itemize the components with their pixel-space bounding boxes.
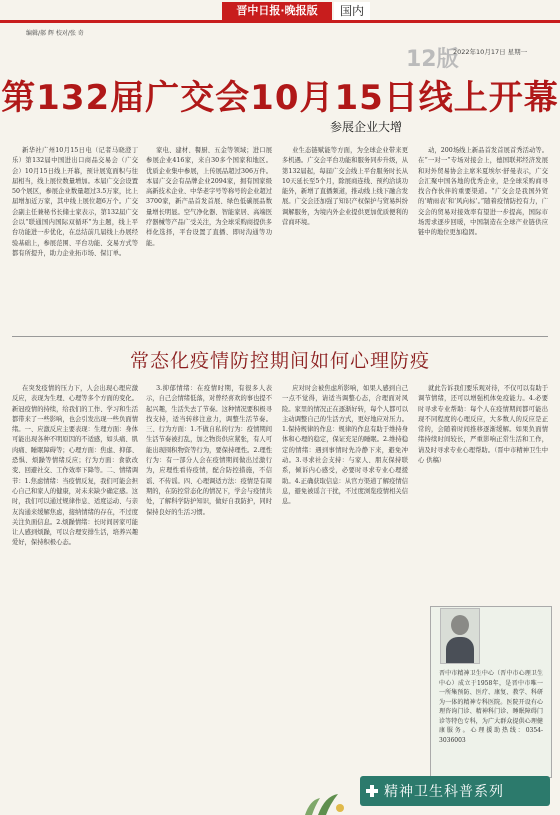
- article2-column-4: 就此告诉我们要乐观对待，不仅可以有助于调节情绪，还可以增强机体免疫能力。4.必要时寻求专业帮助：每个人在疫情期间都可能出现不同程度的心理反应，大多数人的反应是正常的，会随着时间推移逐渐缓解。如果负面情绪持续时间较长，严重影响正常生活和工作，请及时寻求专业心理帮助。（晋中市精神卫生中心 供稿）: [418, 385, 548, 465]
- article1-column-1: 新华社广州10月15日电（记者马晓澄丁乐）第132届中国进出口商品交易会（广交会）10月15日线上开幕，预计展览面积与往届相当，线上展位数量增加。本届广交会设置50个展区，参展企业数量超过3.5万家，比上届增加近万家，其中线上展位超6万个。广交会副主任兼秘书长储士家表示，第132届广交会以“联通国内国际双循环”为主题，线上平台功能进一步优化，在总结前几届线上办展经验基础上，参展范围、平台功能、交易方式等都有所提升，助力企业拓市场、保订单。: [12, 147, 138, 257]
- article1-subtitle: 参展企业大增: [330, 120, 403, 134]
- section-divider: [12, 336, 548, 337]
- page-number: 12版: [406, 47, 459, 72]
- article2-column-1: 在突发疫情的压力下，人会出现心理应激反应，表现为生理、心理等多个方面的变化。新冠疫情的持续，给我们的工作、学习和生活都带来了一些影响，也会引发出现一些负面情绪。一、应激反应主要表现：生理方面：身体可能出现各种不明原因的不适感，如头痛、肌肉痛、睡眠障碍等；心理方面：焦虑、抑郁、恐惧、烦躁等情绪反应；行为方面：食欲改变、回避社交、工作效率下降等。二、情绪调节：1.焦虑情绪：当疫情反复，我们可能会担心自己和家人的健康，对未来缺少确定感。这时，我们可以通过规律作息、适度运动、与亲友沟通来缓解焦虑，接纳情绪的存在，不过度关注负面信息。2.烦躁情绪：长时间居家可能让人感到烦躁，可以合理安排生活，培养兴趣爱好，保持积极心态。: [12, 385, 138, 547]
- article1-column-4: 动，200场线上新品首发首展首秀活动等。在“一对一”专场对接会上，德国联邦经济发展和对外贸易协会主席米夏埃尔·舒曼表示，广交会汇聚中国各地的优秀企业，是全球采购商寻找合作伙伴的重要渠道。“广交会是我国外贸的‘晴雨表’和‘风向标’。”随着疫情防控有力，广交会的贸易对接效率有望进一步提高，国际市场需求逐步回暖，中国制造在全球产业链供应链中的地位更加稳固。: [418, 147, 548, 237]
- section-label: 国内: [334, 2, 370, 20]
- portrait-head: [451, 615, 469, 635]
- hospital-info-text-top: [481, 611, 543, 671]
- series-label: 精神卫生科普系列: [384, 784, 504, 800]
- header-rule: [0, 20, 560, 23]
- portrait-photo: [440, 608, 480, 664]
- article2-column-2: 3.抑郁情绪：在疫情时期，有很多人表示，自己会情绪低落，对曾经喜欢的事也提不起兴趣，生活失去了节奏。这种情况要积极寻找支持，适当转移注意力，调整生活节奏。三、行为方面：1.不做自私的行为：疫情期间生活节奏被打乱，加之物资供应紧张，有人可能出现囤积物资等行为，要保持理性。2.理性行为：有一部分人会在疫情期间做出过激行为，应理性看待疫情，配合防控措施，不信谣、不传谣。四、心理调适方法：疫情是有周期的，在防控常态化的情况下，学会与疫情共处，了解科学防护知识，做好自我防护，同时保持良好的生活习惯。: [146, 385, 272, 516]
- portrait-body: [446, 637, 474, 663]
- series-banner: [360, 776, 550, 806]
- medical-cross-icon: [366, 785, 378, 797]
- article1-column-3: 业生态链赋能等方面，为全球企业带来更多机遇。广交会平台功能和服务同步升级，从第132届起，每届广交会线上平台服务时长从10天延长至5个月，除展商连线、预约洽谈功能外，新增了直播频道，推动线上线下融合发展。广交会还加强了知识产权保护与贸易纠纷调解服务，为境内外企业提供更加优质便利的营商环境。: [282, 147, 408, 227]
- article2-title: 常态化疫情防控期间如何心理防疫: [129, 350, 430, 372]
- masthead-logo: 晋中日报·晚报版: [222, 2, 332, 20]
- editor-line: 编辑/郝 辉 校对/张 奇: [26, 30, 84, 37]
- hospital-info-text: 晋中市精神卫生中心（晋中市心理卫生中心）成立于1958年，是晋中市唯一一所集预防、医疗、康复、教学、科研为一体的精神专科医院。医院开设有心理咨询门诊、精神科门诊、睡眠障碍门诊等特色专科，为广大群众提供心理健康服务。心理援助热线：0354-3036003: [439, 670, 543, 744]
- issue-date: 2022年10月17日 星期一: [453, 48, 528, 56]
- article2-column-3: 应对时会被焦虑所影响，如果人感到自己一点不觉得，请适当调整心态，合理面对风险。家里的情况正在逐渐好转，每个人都可以主动调整自己的生活方式，更好地应对压力。1.保持规律的作息：规律的作息有助于维持身体和心理的稳定，保证充足的睡眠。2.维持稳定的情绪：遇到事情时先冷静下来，避免冲动。3.寻求社会支持：与家人、朋友保持联系，倾诉内心感受，必要时寻求专业心理援助。4.正确获取信息：从官方渠道了解疫情信息，避免被谣言干扰，不过度浏览疫情相关信息。: [282, 385, 408, 506]
- decorative-plant-graphic: [300, 790, 350, 815]
- page-header: [0, 0, 560, 40]
- article1-title: 第132届广交会10月15日线上开幕: [1, 78, 559, 118]
- article1-column-2: 家电、建材、餐厨、五金等领域；进口展参展企业416家，来自30多个国家和地区。优质企业集中参展，上传展品超过306万件。本届广交会有品牌企业2094家，拥有国家级高新技术企业、中华老字号等称号的企业超过3700家，新产品首发首展、绿色低碳展品数量增长明显。空气净化器、智能家居、高端医疗器械等产品广受关注，为全球采购商提供多样化选择，平台设置了直播、即时沟通等功能。: [146, 147, 272, 247]
